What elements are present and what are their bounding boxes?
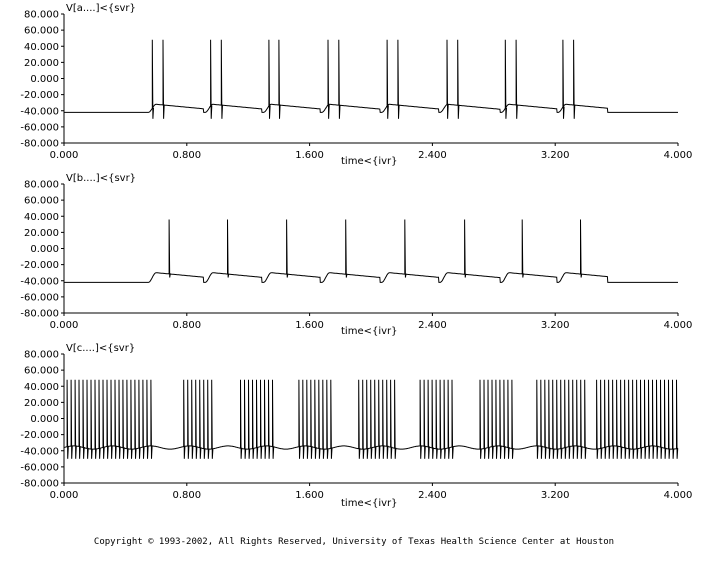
voltage-trace xyxy=(64,380,678,459)
y-tick-label: 20.000 xyxy=(24,397,59,409)
y-tick-label: -40.000 xyxy=(20,276,59,288)
y-tick-label: 0.000 xyxy=(30,414,59,425)
plot-title: V[b....]<{svr} xyxy=(66,173,137,184)
y-tick-label: 60.000 xyxy=(24,195,59,207)
y-tick-label: 0.000 xyxy=(30,244,59,255)
y-tick-label: 40.000 xyxy=(24,381,59,393)
y-tick-label: 60.000 xyxy=(24,25,59,37)
y-tick-label: -80.000 xyxy=(20,308,59,320)
y-tick-label: 40.000 xyxy=(24,41,59,53)
panel-b xyxy=(20,173,692,337)
y-tick-label: -20.000 xyxy=(20,90,59,102)
x-tick-label: 4.000 xyxy=(663,320,693,331)
copyright-notice: Copyright © 1993-2002, All Rights Reserved, University of Texas Health Science Center at Houston xyxy=(93,537,615,547)
y-tick-label: 20.000 xyxy=(24,57,59,69)
x-tick-label: 1.600 xyxy=(295,490,324,501)
x-tick-label: 0.800 xyxy=(172,150,202,161)
x-axis-label: time<{ivr} xyxy=(341,326,398,337)
x-tick-label: 4.000 xyxy=(663,150,693,161)
x-tick-label: 0.000 xyxy=(49,320,79,331)
x-tick-label: 2.400 xyxy=(418,150,447,161)
y-tick-label: -20.000 xyxy=(20,260,59,272)
y-tick-label: 80.000 xyxy=(24,349,59,361)
y-tick-label: -80.000 xyxy=(20,138,59,150)
x-tick-label: 1.600 xyxy=(295,320,324,331)
y-tick-label: -40.000 xyxy=(20,106,59,118)
x-tick-label: 2.400 xyxy=(418,320,447,331)
panel-a xyxy=(20,3,692,167)
x-axis-label: time<{ivr} xyxy=(341,156,398,167)
x-tick-label: 0.800 xyxy=(172,490,202,501)
y-tick-label: 80.000 xyxy=(24,179,59,191)
y-tick-label: 40.000 xyxy=(24,211,59,223)
y-tick-label: -40.000 xyxy=(20,446,59,458)
x-tick-label: 0.000 xyxy=(49,150,79,161)
y-tick-label: -60.000 xyxy=(20,462,59,474)
plot-title: V[a....]<{svr} xyxy=(66,3,136,14)
y-tick-label: -60.000 xyxy=(20,292,59,304)
x-tick-label: 4.000 xyxy=(663,490,693,501)
y-tick-label: -80.000 xyxy=(20,478,59,490)
y-tick-label: 60.000 xyxy=(24,365,59,377)
x-tick-label: 2.400 xyxy=(418,490,447,501)
x-tick-label: 0.000 xyxy=(49,490,79,501)
x-tick-label: 1.600 xyxy=(295,150,324,161)
x-tick-label: 3.200 xyxy=(540,490,570,501)
x-tick-label: 3.200 xyxy=(540,320,570,331)
x-axis-label: time<{ivr} xyxy=(341,498,398,509)
panel-c xyxy=(20,343,692,509)
y-tick-label: 80.000 xyxy=(24,9,59,21)
voltage-trace xyxy=(64,220,678,283)
y-tick-label: 0.000 xyxy=(30,74,59,85)
voltage-trace xyxy=(64,40,678,119)
plot-title: V[c....]<{svr} xyxy=(66,343,136,354)
y-tick-label: -20.000 xyxy=(20,430,59,442)
x-tick-label: 3.200 xyxy=(540,150,570,161)
y-tick-label: -60.000 xyxy=(20,122,59,134)
x-tick-label: 0.800 xyxy=(172,320,202,331)
y-tick-label: 20.000 xyxy=(24,227,59,239)
